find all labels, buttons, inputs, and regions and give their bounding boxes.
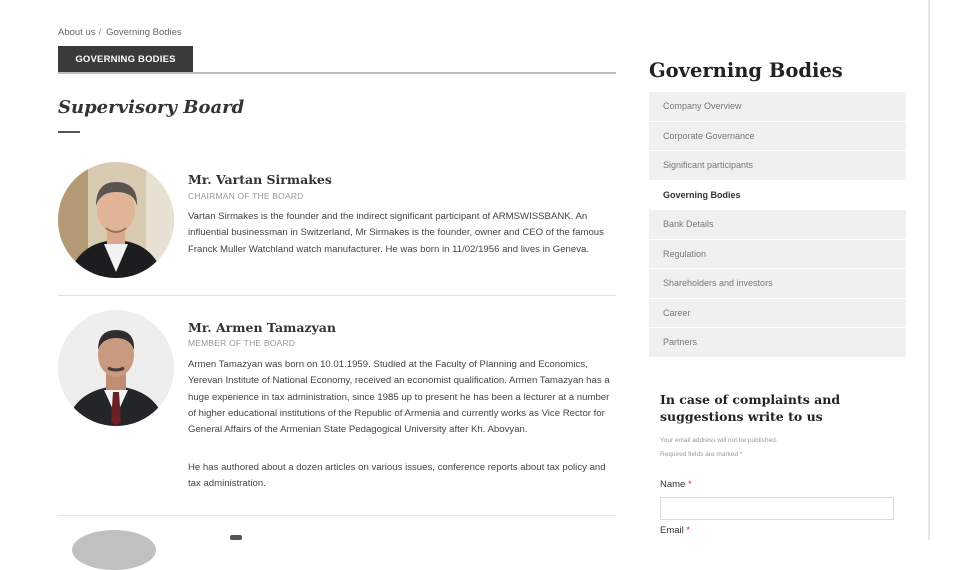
avatar-vartan-sirmakes — [58, 162, 174, 278]
breadcrumb-separator: / — [98, 27, 102, 38]
member-role: MEMBER OF THE BOARD — [188, 338, 296, 348]
member-bio-extra: He has authored about a dozen articles on various issues, conference reports about tax policy and tax administration. — [188, 462, 606, 490]
name-field-label — [660, 479, 692, 490]
sidebar-item-company-overview[interactable]: Company Overview — [649, 92, 906, 121]
required-marker: * — [687, 479, 692, 490]
sidebar-item-regulation[interactable]: Regulation — [649, 240, 906, 269]
email-label-text: Email — [660, 525, 684, 536]
board-member-card — [58, 310, 616, 500]
tab-governing-bodies[interactable]: GOVERNING BODIES — [58, 46, 193, 73]
sidebar-item-bank-details[interactable]: Bank Details — [649, 210, 906, 239]
member-bio: Armen Tamazyan was born on 10.01.1959. Studied at the Faculty of Planning and Economics, Yerevan Institute of National Economy, received an economist qualification. Armen Tamazyan has a huge experience in tax administration, since 1985 up to present he has been a lecturer at a number of higher educational institutions of the Republic of Armenia and currently works as Vice Rector for General Affairs of the Armenian State Pedagogical University after Kh. Abovyan. — [188, 359, 610, 436]
breadcrumb-home[interactable]: About us — [58, 27, 96, 38]
name-label-text: Name — [660, 479, 686, 490]
member-bio: Vartan Sirmakes is the founder and the indirect significant participant of ARMSWISSBANK. An influential businessman in Switzerland, Mr Sirmakes is the founder, owner and CEO of the famous Franck Muller Watchland watch manufacturer. He was born in 11/02/1956 and lives in Geneva. — [188, 211, 604, 255]
member-divider — [58, 515, 616, 516]
email-field-label — [660, 525, 690, 536]
sidebar-item-career[interactable]: Career — [649, 299, 906, 328]
sidebar-menu — [649, 92, 906, 358]
sidebar-item-governing-bodies[interactable]: Governing Bodies — [649, 181, 906, 210]
sidebar-item-shareholders-investors[interactable]: Shareholders and investors — [649, 269, 906, 298]
complaints-title: In case of complaints and suggestions write to us — [660, 392, 841, 424]
member-name: Mr. Vartan Sirmakes — [188, 172, 332, 187]
sidebar-item-significant-participants[interactable]: Significant participants — [649, 151, 906, 180]
sidebar-item-corporate-governance[interactable]: Corporate Governance — [649, 122, 906, 151]
member-divider — [58, 295, 616, 296]
email-privacy-note: Your email address will not be published. — [660, 437, 778, 444]
section-title: Supervisory Board — [58, 97, 245, 118]
sidebar-title: Governing Bodies — [649, 59, 843, 82]
member-name: Mr. Armen Tamazyan — [188, 320, 336, 335]
breadcrumb-current: Governing Bodies — [106, 27, 182, 38]
name-field[interactable] — [660, 497, 894, 520]
avatar-next-member — [72, 530, 156, 570]
required-fields-note: Required fields are marked * — [660, 451, 743, 458]
title-divider — [58, 131, 80, 133]
member-role: CHAIRMAN OF THE BOARD — [188, 191, 304, 201]
required-marker: * — [686, 525, 691, 536]
avatar-armen-tamazyan — [58, 310, 174, 426]
breadcrumb — [58, 27, 182, 38]
next-member-name — [230, 535, 242, 540]
page-edge — [928, 0, 930, 540]
sidebar-item-partners[interactable]: Partners — [649, 328, 906, 357]
tab-underline — [58, 72, 616, 74]
board-member-card — [58, 162, 616, 282]
